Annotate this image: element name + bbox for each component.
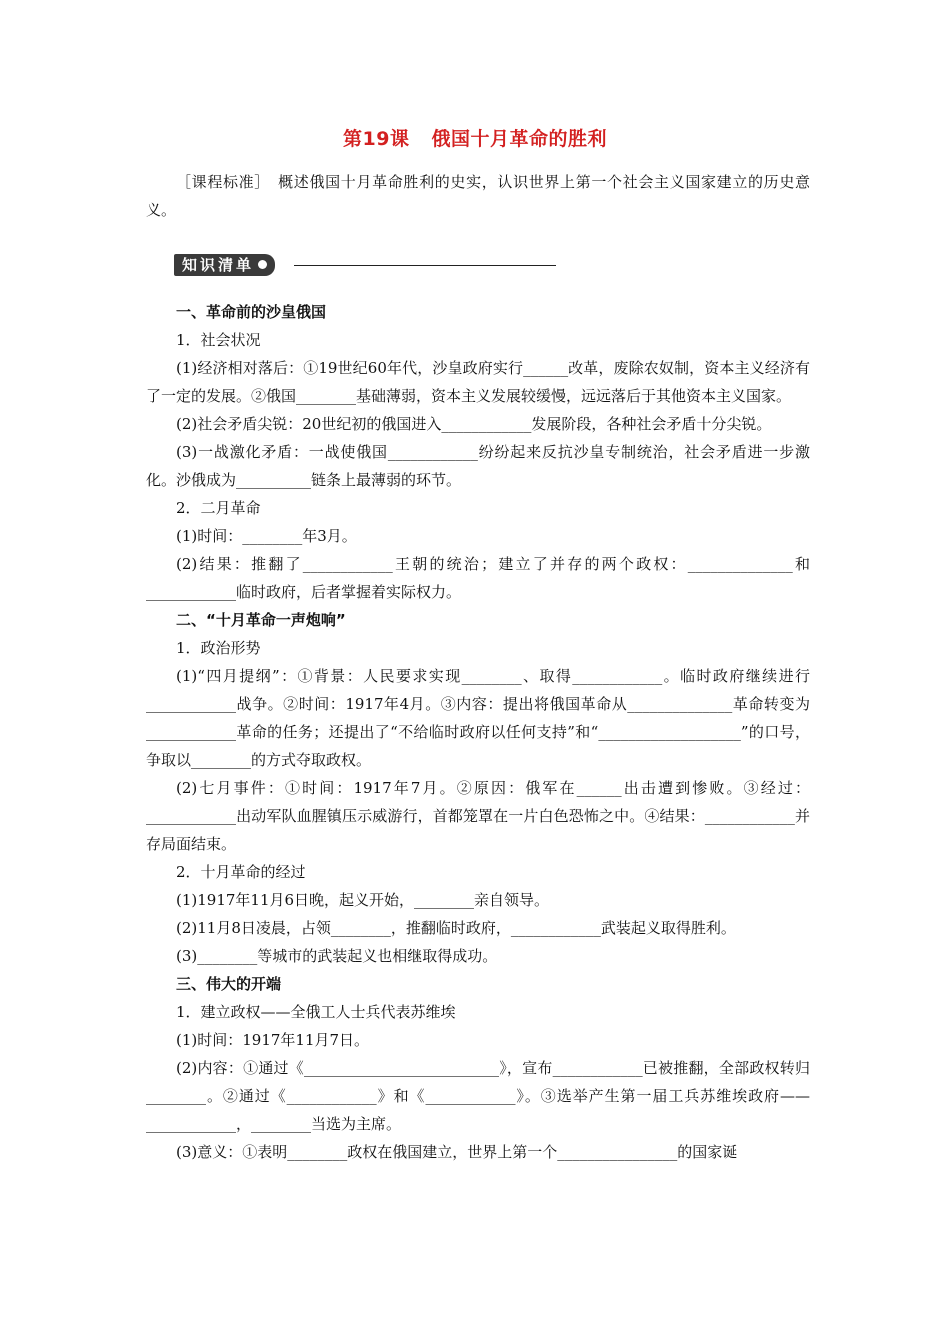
curriculum-standard: ［课程标准］ 概述俄国十月革命胜利的史实，认识世界上第一个社会主义国家建立的历史意义。 <box>146 173 810 219</box>
bullet-dot-icon <box>258 260 267 269</box>
fill-blank-paragraph: (2)11月8日凌晨，占领________，推翻临时政府，____________武装起义取得胜利。 <box>176 919 736 937</box>
banner-label: 知识清单 <box>182 256 255 274</box>
fill-blank-paragraph: (2)内容：①通过《__________________________》，宣布____________已被推翻，全部政权转归________。②通过《____________》和《____________》。③选举产生第一届工兵苏维埃政府——____________，________当选为主席。 <box>146 1059 810 1133</box>
section-heading-2: 二、“十月革命一声炮响” <box>176 611 346 629</box>
section-heading-1: 一、革命前的沙皇俄国 <box>176 303 327 321</box>
fill-blank-paragraph: (3)一战激化矛盾：一战使俄国____________纷纷起来反抗沙皇专制统治，社会矛盾进一步激化。沙俄成为__________链条上最薄弱的环节。 <box>146 443 810 489</box>
subheading: 2．二月革命 <box>176 499 261 517</box>
lesson-name: 俄国十月革命的胜利 <box>431 128 607 150</box>
fill-blank-paragraph: (3)意义：①表明________政权在俄国建立，世界上第一个________________的国家诞 <box>176 1143 738 1161</box>
document-body <box>146 168 810 1166</box>
banner-rule <box>294 265 556 266</box>
subheading: 1．社会状况 <box>176 331 261 349</box>
fill-blank-paragraph: (1)时间：________年3月。 <box>176 527 357 545</box>
fill-blank-paragraph: (1)经济相对落后：①19世纪60年代，沙皇政府实行______改革，废除农奴制，资本主义经济有了一定的发展。②俄国________基础薄弱，资本主义发展较缓慢，远远落后于其他资本主义国家。 <box>146 359 810 405</box>
subheading: 1．建立政权——全俄工人士兵代表苏维埃 <box>176 1003 456 1021</box>
banner-label-box <box>174 254 275 276</box>
section-heading-3: 三、伟大的开端 <box>176 975 282 993</box>
knowledge-list-banner <box>146 246 810 282</box>
fill-blank-paragraph: (1)1917年11月6日晚，起义开始，________亲自领导。 <box>176 891 550 909</box>
lesson-title <box>0 124 950 151</box>
fill-blank-paragraph: (2)七月事件：①时间：1917年7月。②原因：俄军在______出击遭到惨败。③经过：____________出动军队血腥镇压示威游行，首都笼罩在一片白色恐怖之中。④结果：____________并存局面结束。 <box>146 779 810 853</box>
fill-blank-paragraph: (1)“四月提纲”：①背景：人民要求实现________、取得____________。临时政府继续进行____________战争。②时间：1917年4月。③内容：提出将俄国革命从______________革命转变为____________革命的任务；还提出了“不给临时政府以任何支持”和“___________________”的口号，争取以________的方式夺取政权。 <box>146 667 810 769</box>
fill-blank-paragraph: (2)社会矛盾尖锐：20世纪初的俄国进入____________发展阶段，各种社会矛盾十分尖锐。 <box>176 415 772 433</box>
fill-blank-paragraph: (2)结果：推翻了____________王朝的统治；建立了并存的两个政权：______________和____________临时政府，后者掌握着实际权力。 <box>146 555 810 601</box>
subheading: 2．十月革命的经过 <box>176 863 306 881</box>
fill-blank-paragraph: (3)________等城市的武装起义也相继取得成功。 <box>176 947 498 965</box>
lesson-number: 第19课 <box>343 128 410 150</box>
fill-blank-paragraph: (1)时间：1917年11月7日。 <box>176 1031 370 1049</box>
subheading: 1．政治形势 <box>176 639 261 657</box>
